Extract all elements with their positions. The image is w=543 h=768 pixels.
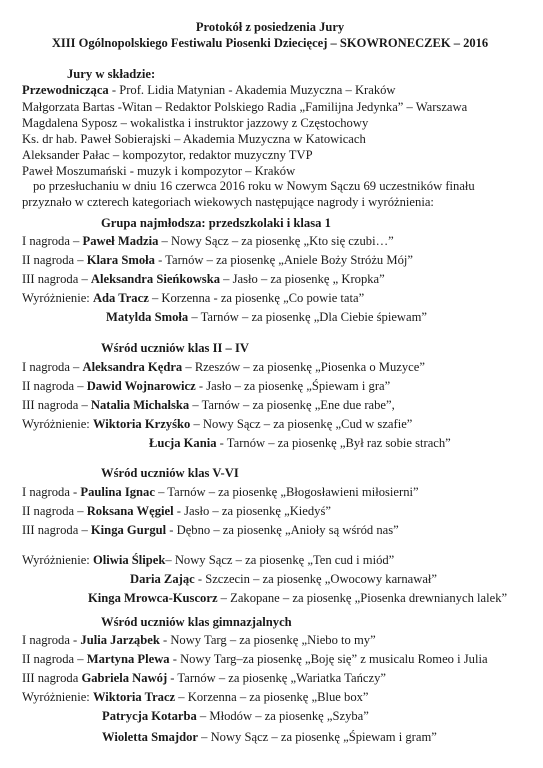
document-title: Protokół z posiedzenia Jury	[195, 20, 345, 34]
award-detail: - Szczecin – za piosenkę „Owocowy karnawał”	[194, 572, 438, 586]
award-row	[22, 292, 364, 305]
award-name: Roksana Węgiel	[86, 504, 174, 518]
award-name: Gabriela Nawój	[81, 671, 168, 685]
award-detail: – Tarnów – za piosenkę „Dla Ciebie śpiewam”	[188, 310, 428, 324]
award-name: Łucja Kania	[149, 436, 217, 450]
award-detail: – Tarnów – za piosenkę „Błogosławieni miłosierni”	[154, 485, 419, 499]
award-detail: – Nowy Sącz – za piosenkę „Kto się czubi…”	[158, 234, 394, 248]
award-detail: – Nowy Sącz – za piosenkę „Śpiewam i gram”	[197, 730, 437, 744]
award-prefix: I nagroda -	[22, 633, 81, 647]
award-name: Wioletta Smajdor	[102, 730, 198, 744]
jury-member: Magdalena Syposz – wokalistka i instruktor jazzowy z Częstochowy	[22, 116, 369, 130]
award-row	[106, 311, 427, 324]
award-name: Oliwia Ślipek	[92, 553, 166, 567]
award-prefix: Wyróżnienie:	[22, 553, 93, 567]
award-name: Julia Jarząbek	[80, 633, 160, 647]
award-prefix: II nagroda –	[22, 253, 87, 267]
award-name: Paulina Ignac	[80, 485, 155, 499]
award-detail: – Młodów – za piosenkę „Szyba”	[196, 709, 369, 723]
award-row	[22, 254, 413, 267]
award-detail: - Jasło – za piosenkę „Śpiewam i gra”	[195, 379, 391, 393]
award-row	[22, 235, 394, 248]
award-prefix: Wyróżnienie:	[22, 690, 93, 704]
jury-member: Małgorzata Bartas -Witan – Redaktor Polskiego Radia „Familijna Jedynka” – Warszawa	[22, 100, 468, 114]
award-name: Martyna Plewa	[86, 652, 170, 666]
award-row	[22, 653, 488, 666]
award-row	[22, 399, 395, 412]
award-name: Paweł Madzia	[82, 234, 159, 248]
award-detail: – Tarnów – za piosenkę „Ene due rabe”,	[189, 398, 395, 412]
award-row	[88, 592, 507, 605]
award-row	[102, 731, 437, 744]
document-subtitle: XIII Ogólnopolskiego Festiwalu Piosenki Dziecięcej – SKOWRONECZEK – 2016	[51, 36, 489, 50]
award-row	[22, 505, 331, 518]
award-detail: – Rzeszów – za piosenkę „Piosenka o Muzyce”	[182, 360, 425, 374]
award-name: Wiktoria Tracz	[92, 690, 176, 704]
award-row	[22, 486, 419, 499]
award-detail: - Nowy Targ–za piosenkę „Boję się” z musicalu Romeo i Julia	[169, 652, 488, 666]
award-row	[22, 273, 385, 286]
award-row	[22, 380, 390, 393]
award-detail: – Nowy Sącz – za piosenkę „Cud w szafie”	[190, 417, 413, 431]
award-name: Klara Smoła	[86, 253, 155, 267]
jury-heading: Jury w składzie:	[67, 67, 156, 81]
award-prefix: II nagroda –	[22, 504, 87, 518]
award-row	[149, 437, 451, 450]
group-heading: Grupa najmłodsza: przedszkolaki i klasa 1	[101, 216, 331, 230]
award-row	[22, 418, 412, 431]
award-detail: - Dębno – za piosenkę „Anioły są wśród nas”	[166, 523, 399, 537]
jury-chair-label: Przewodnicząca	[22, 83, 109, 97]
award-name: Ada Tracz	[92, 291, 149, 305]
jury-intro: po przesłuchaniu w dniu 16 czerwca 2016 roku w Nowym Sączu 69 uczestników finału	[33, 179, 475, 193]
award-name: Wiktoria Krzyśko	[92, 417, 191, 431]
award-detail: – Korzenna – za piosenkę „Blue box”	[175, 690, 369, 704]
award-detail: – Korzenna - za piosenkę „Co powie tata”	[148, 291, 365, 305]
award-detail: – Nowy Sącz – za piosenkę „Ten cud i miód”	[165, 553, 395, 567]
award-row	[22, 554, 394, 567]
jury-member: Ks. dr hab. Paweł Sobierajski – Akademia Muzyczna w Katowicach	[22, 132, 366, 146]
group-heading: Wśród uczniów klas II – IV	[101, 341, 250, 355]
award-prefix: II nagroda –	[22, 379, 87, 393]
award-row	[102, 710, 369, 723]
jury-member: Aleksander Pałac – kompozytor, redaktor muzyczny TVP	[22, 148, 313, 162]
award-detail: – Jasło – za piosenkę „ Kropka”	[220, 272, 385, 286]
award-row	[22, 672, 386, 685]
jury-intro: przyznało w czterech kategoriach wiekowych następujące nagrody i wyróżnienia:	[22, 195, 434, 209]
jury-chair-line	[22, 84, 396, 97]
award-name: Kinga Gurgul	[90, 523, 167, 537]
award-name: Kinga Mrowca-Kuscorz	[88, 591, 218, 605]
award-name: Matylda Smoła	[106, 310, 189, 324]
award-row	[22, 691, 369, 704]
award-prefix: I nagroda –	[22, 234, 83, 248]
award-prefix: I nagroda -	[22, 485, 81, 499]
award-prefix: Wyróżnienie:	[22, 417, 93, 431]
award-row	[22, 361, 425, 374]
award-prefix: III nagroda –	[22, 272, 91, 286]
award-prefix: III nagroda	[22, 671, 82, 685]
award-detail: - Jasło – za piosenkę „Kiedyś”	[173, 504, 331, 518]
jury-member: Paweł Moszumański - muzyk i kompozytor – Kraków	[22, 164, 296, 178]
award-name: Aleksandra Sieńkowska	[90, 272, 221, 286]
group-heading: Wśród uczniów klas V-VI	[101, 466, 239, 480]
award-name: Natalia Michalska	[90, 398, 190, 412]
award-detail: - Tarnów – za piosenkę „Aniele Boży Stróżu Mój”	[154, 253, 413, 267]
award-prefix: Wyróżnienie:	[22, 291, 93, 305]
award-name: Aleksandra Kędra	[82, 360, 183, 374]
award-prefix: II nagroda –	[22, 652, 87, 666]
award-detail: - Tarnów – za piosenkę „Wariatka Tańczy”	[167, 671, 386, 685]
award-detail: - Tarnów – za piosenkę „Był raz sobie strach”	[216, 436, 451, 450]
award-row	[22, 524, 399, 537]
award-name: Daria Zając	[130, 572, 195, 586]
group-heading: Wśród uczniów klas gimnazjalnych	[101, 615, 292, 629]
award-prefix: III nagroda –	[22, 523, 91, 537]
award-row	[130, 573, 437, 586]
award-detail: - Nowy Targ – za piosenkę „Niebo to my”	[159, 633, 376, 647]
award-prefix: I nagroda –	[22, 360, 83, 374]
award-name: Patrycja Kotarba	[102, 709, 197, 723]
award-prefix: III nagroda –	[22, 398, 91, 412]
jury-chair-text: - Prof. Lidia Matynian - Akademia Muzyczna – Kraków	[108, 83, 396, 97]
award-detail: – Zakopane – za piosenkę „Piosenka drewnianych lalek”	[217, 591, 508, 605]
award-name: Dawid Wojnarowicz	[86, 379, 196, 393]
award-row	[22, 634, 376, 647]
